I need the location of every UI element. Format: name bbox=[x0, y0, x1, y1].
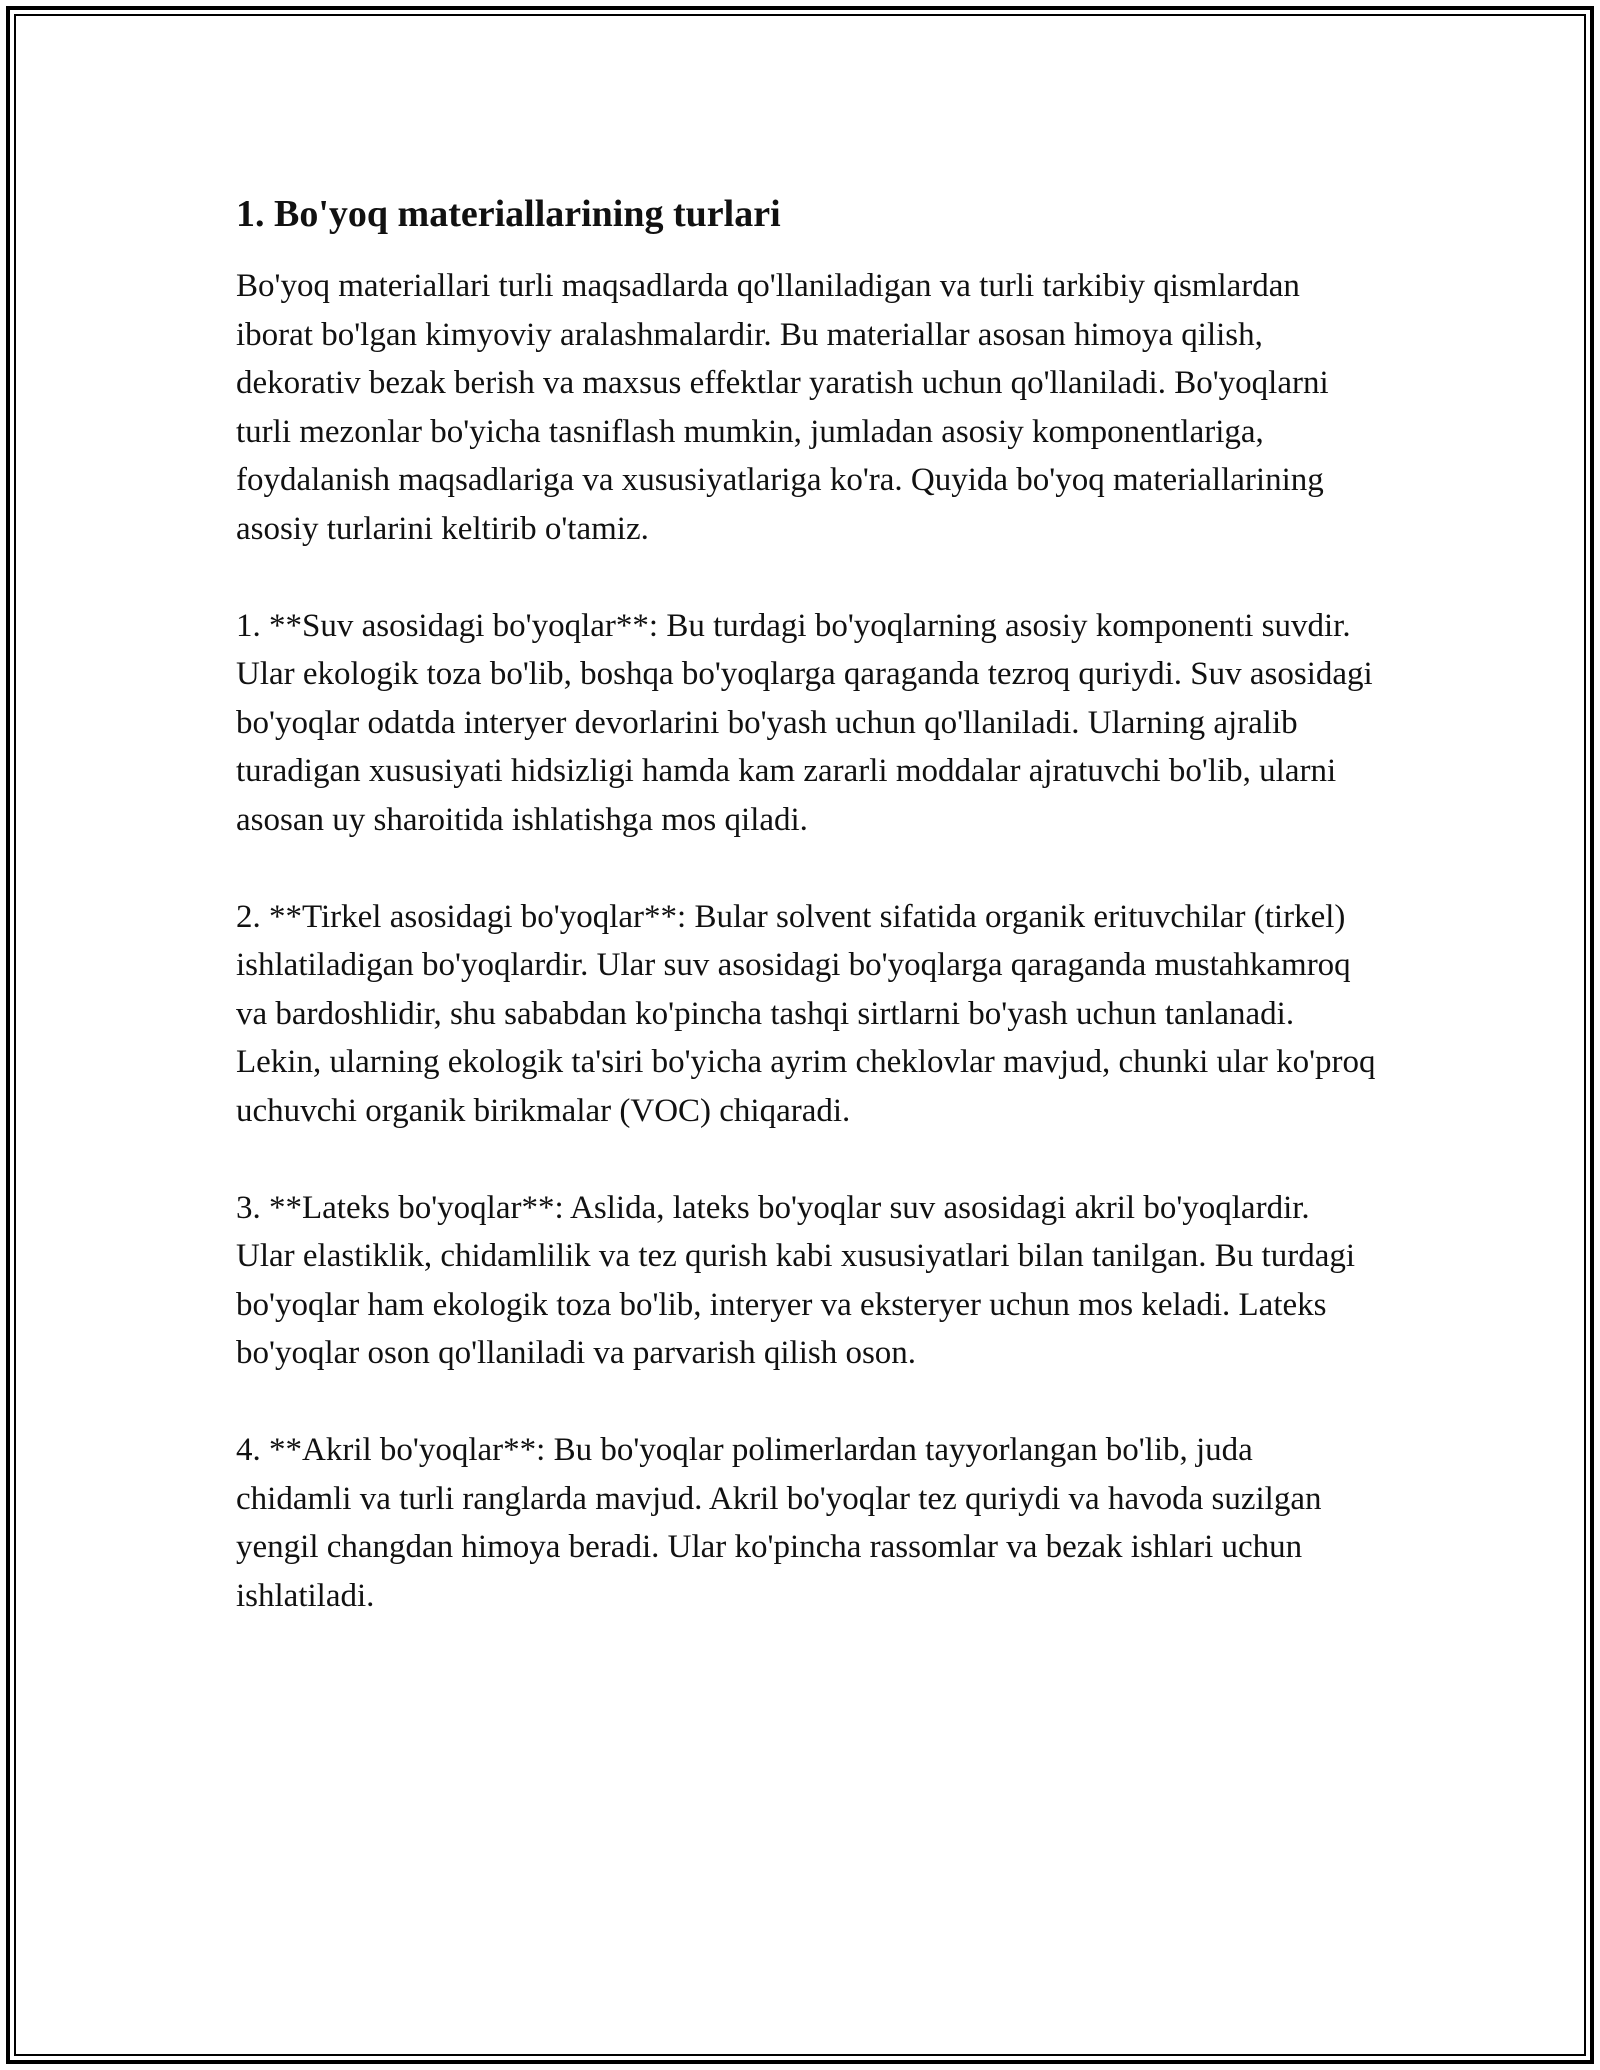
paragraph-acrylic-paints: 4. **Akril bo'yoqlar**: Bu bo'yoqlar polimerlardan tayyorlangan bo'lib, juda chidamli va turli ranglarda mavjud. Akril bo'yoqlar tez quriydi va havoda suzilgan yengil changdan himoya beradi. Ular ko'pincha rassomlar va bezak ishlari uchun ishlatiladi. bbox=[236, 1432, 1322, 1614]
paragraph-solvent-based-paints: 2. **Tirkel asosidagi bo'yoqlar**: Bular solvent sifatida organik erituvchilar (tirkel) ishlatiladigan bo'yoqlardir. Ular suv asosidagi bo'yoqlarga qaraganda mustahkamroq va bardoshlidir, shu sababdan ko'pincha tashqi sirtlarni bo'yash uchun tanlanadi. Lekin, ularning ekologik ta'siri bo'yicha ayrim cheklovlar mavjud, chunki ular ko'proq uchuvchi organik birikmalar (VOC) chiqaradi. bbox=[236, 898, 1376, 1129]
section-heading: 1. Bo'yoq materiallarining turlari bbox=[236, 193, 781, 235]
intro-paragraph: Bo'yoq materiallari turli maqsadlarda qo'llaniladigan va turli tarkibiy qismlardan iborat bo'lgan kimyoviy aralashmalardir. Bu materiallar asosan himoya qilish, dekorativ bezak berish va maxsus effektlar yaratish uchun qo'llaniladi. Bo'yoqlarni turli mezonlar bo'yicha tasniflash mumkin, jumladan asosiy komponentlariga, foydalanish maqsadlariga va xususiyatlariga ko'ra. Quyida bo'yoq materiallarining asosiy turlarini keltirib o'tamiz. bbox=[236, 268, 1329, 547]
paragraph-water-based-paints: 1. **Suv asosidagi bo'yoqlar**: Bu turdagi bo'yoqlarning asosiy komponenti suvdir. Ular ekologik toza bo'lib, boshqa bo'yoqlarga qaraganda tezroq quriydi. Suv asosidagi bo'yoqlar odatda interyer devorlarini bo'yash uchun qo'llaniladi. Ularning ajralib turadigan xususiyati hidsizligi hamda kam zararli moddalar ajratuvchi bo'lib, ularni asosan uy sharoitida ishlatishga mos qiladi. bbox=[236, 607, 1373, 838]
paragraph-latex-paints: 3. **Lateks bo'yoqlar**: Aslida, lateks bo'yoqlar suv asosidagi akril bo'yoqlardir. Ular elastiklik, chidamlilik va tez qurish kabi xususiyatlari bilan tanilgan. Bu turdagi bo'yoqlar ham ekologik toza bo'lib, interyer va eksteryer uchun mos keladi. Lateks bo'yoqlar oson qo'llaniladi va parvarish qilish oson. bbox=[236, 1189, 1356, 1371]
document-body bbox=[236, 186, 1376, 1620]
